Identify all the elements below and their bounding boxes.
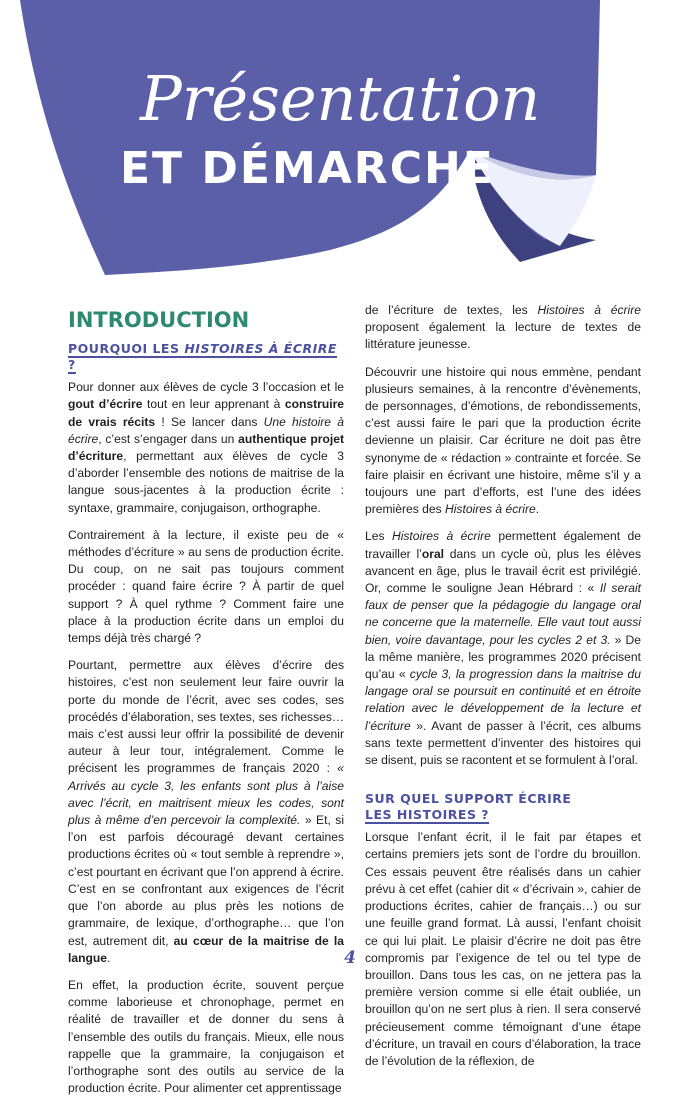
subtitle-suffix: ?	[68, 357, 76, 373]
title-script: Présentation	[140, 62, 541, 135]
paragraph: Pour donner aux élèves de cycle 3 l’occasion et le gout d’écrire tout en leur apprenant à construire de vrais récits ! Se lancer dans Une histoire à écrire, c’est s’engager dans un authentique projet d’écriture, permettant aux élèves de cycle 3 d’aborder l’ensemble des notions de maitrise de la langue sous-jacentes à la production écrite : syntaxe, grammaire, conjugaison, orthographe.	[68, 380, 345, 515]
intro-subtitle	[68, 341, 344, 373]
subtitle-prefix: POURQUOI LES	[68, 341, 185, 357]
page-number: 4	[344, 948, 356, 968]
paragraph: de l’écriture de textes, les Histoires à écrire proposent également la lecture de textes de littérature jeunesse.	[365, 303, 641, 352]
left-column	[68, 308, 345, 1107]
support-subtitle-line1: SUR QUEL SUPPORT ÉCRIRE	[365, 791, 572, 807]
paragraph: En effet, la production écrite, souvent perçue comme laborieuse et chronophage, permet en réalité de travailler et de donner du sens à l’ensemble des outils du français. Mieux, elle nous rappelle que la grammaire, la conjugaison et l’orthographe sont des outils au service de la production écrite. Pour alimenter cet apprentissage	[68, 977, 344, 1096]
support-subtitle-line2: LES HISTOIRES ?	[365, 807, 490, 823]
title-caps: ET DÉMARCHE	[120, 143, 495, 194]
support-subtitle	[365, 791, 641, 823]
paragraph: Les Histoires à écrire permettent également de travailler l’oral dans un cycle où, plus les élèves avancent en âge, plus le travail écrit est privilégié. Or, comme le souligne Jean Hébrard : « Il serait faux de penser que la pédagogie du langage oral ne concerne que la maternelle. Elle vaut tout aussi bien, voire davantage, pour les cycles 2 et 3. » De la même manière, les programmes 2020 précisent qu’au « cycle 3, la progression dans la maitrise du langage oral se poursuit en continuité et en étroite relation avec le développement de la lecture et l’écriture ». Avant de passer à l’écrit, ces albums sans texte permettent d’inventer des histoires qui se disent, puis se racontent et se formulent à l’oral.	[365, 529, 642, 768]
paragraph: Pourtant, permettre aux élèves d’écrire des histoires, c’est non seulement leur faire ouvrir la porte du monde de l’écrit, avec ses codes, ses procédés d’élaboration, ses textes, ses richesses… mais c’est aussi leur offrir la possibilité de devenir auteur à leur tour, intégralement. Comme le précisent les programmes de français 2020 : « Arrivés au cycle 3, les enfants sont plus à l’aise avec l’écrit, en maitrisent mieux les codes, sont plus à même d’en percevoir la complexité. » Et, si l’on est parfois découragé devant certaines productions écrites où « tout semble à reprendre », c’est pourtant en écrivant que l’on apprend à écrire. C’est en se confrontant aux exigences de l’écrit que l’on aborde au plus près les notions de grammaire, de lexique, d’orthographe… que l’on est, autrement dit, au cœur de la maitrise de la langue.	[68, 658, 345, 965]
paragraph: Lorsque l’enfant écrit, il le fait par étapes et certains premiers jets sont de l’ordre du brouillon. Ces essais peuvent être réalisés dans un cahier prévu à cet effet (cahier dit « d’écrivain », cahier de productions écrites, cahier de français…) ou sur une feuille grand format. Là aussi, l’enfant choisit ce qui lui plait. Le plaisir d’écrire ne doit pas être compromis par l’exigence de tel ou tel type de brouillon. Dans tous les cas, on ne jettera pas la première version comme si elle était oubliée, un brouillon qu’on ne sert plus à rien. Il sera conservé précieusement comme témoignant d’une étape d’écriture, un travail en cours d’élaboration, la trace de l’évolution de la réflexion, de	[365, 830, 641, 1068]
intro-subtitle-text	[68, 341, 337, 374]
paragraph: Contrairement à la lecture, il existe peu de « méthodes d’écriture » au sens de production écrite. Du coup, on ne sait pas toujours comment procéder : quand faire écrire ? À partir de quel support ? À quel rythme ? Comment faire une place à la production écrite dans un emploi du temps déjà très chargé ?	[68, 527, 344, 646]
right-column	[365, 302, 641, 1080]
intro-title: INTRODUCTION	[68, 308, 250, 332]
paragraph: Découvrir une histoire qui nous emmène, pendant plusieurs semaines, à la rencontre d’évènements, de personnages, d’émotions, de rebondissements, c’est aussi faire le pari que la production écrite devienne un plaisir. Car écriture ne doit pas être synonyme de « rédaction » contrainte et forcée. Se faire plaisir en écrivant une histoire, même s’il y a toujours une part d’efforts, est l’une des idées premières des Histoires à écrire.	[365, 364, 641, 517]
subtitle-emph: HISTOIRES À ÉCRIRE	[184, 341, 337, 357]
